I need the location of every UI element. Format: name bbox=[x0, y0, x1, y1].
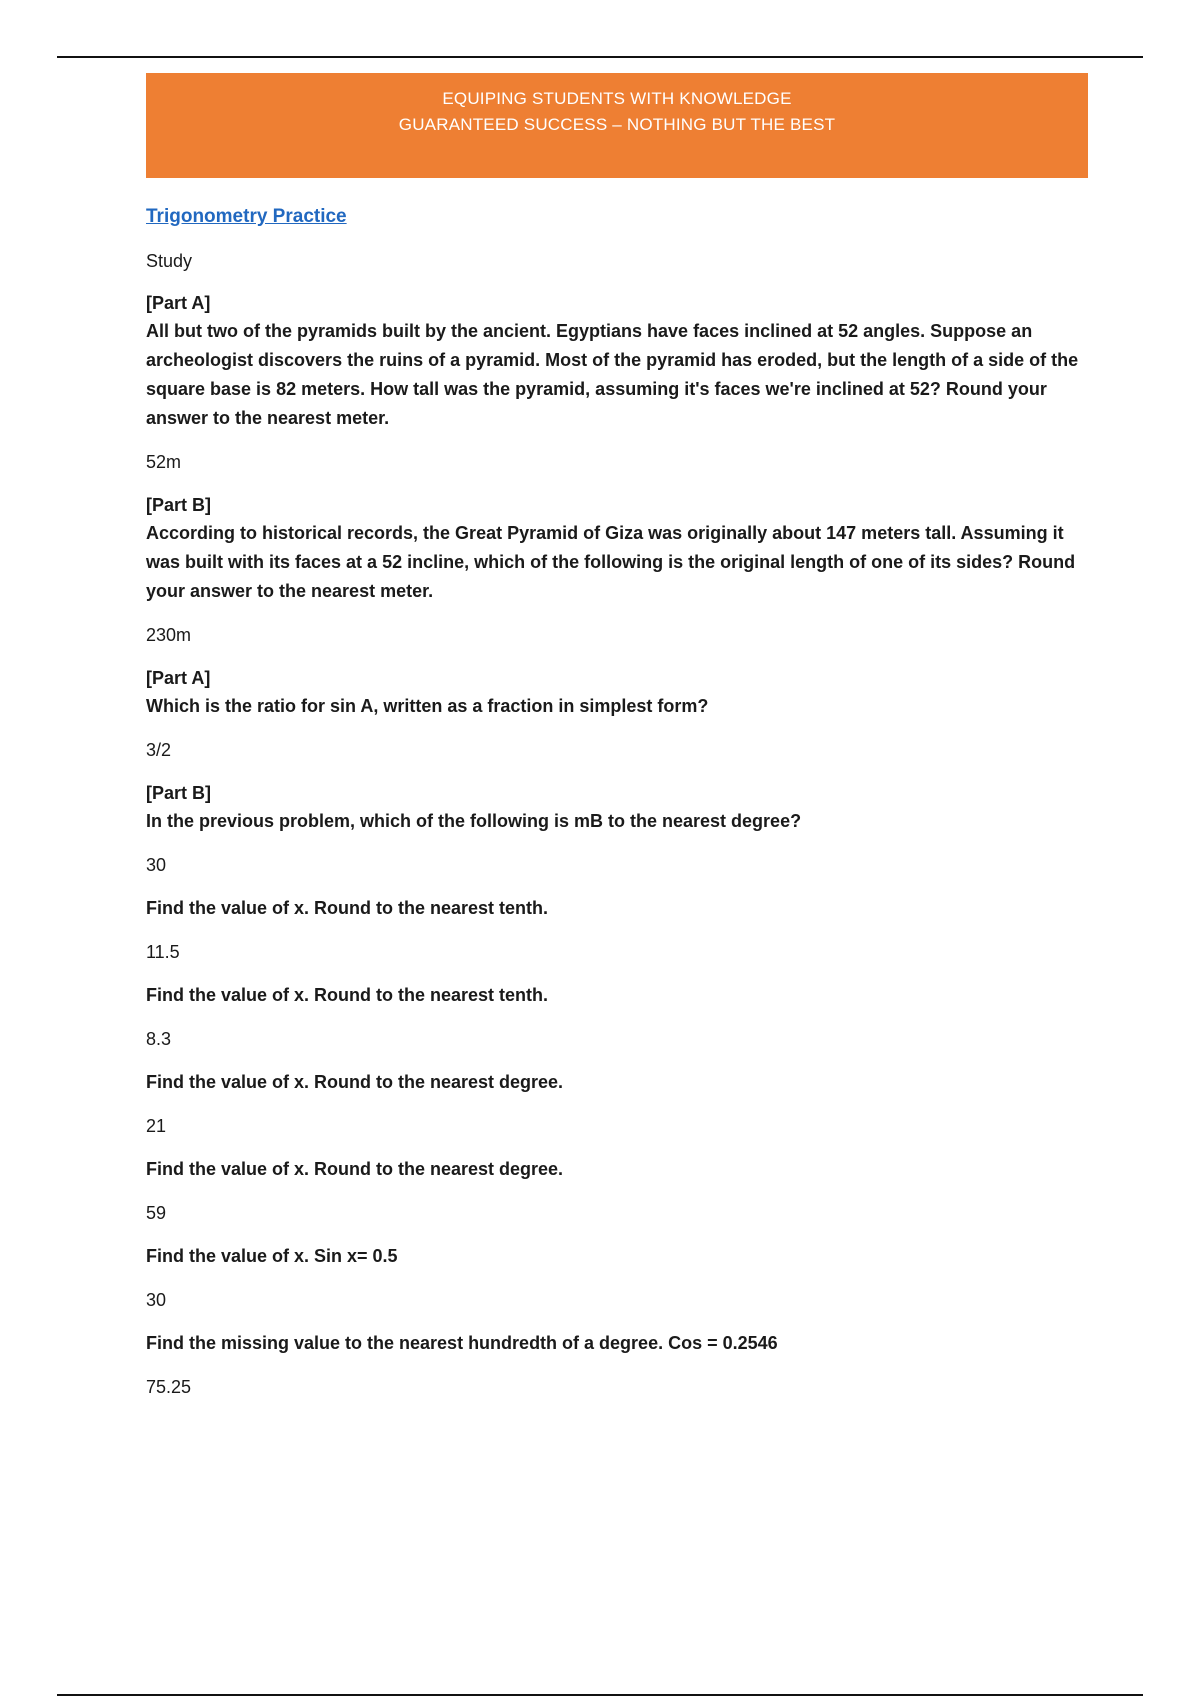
question-block bbox=[146, 1068, 1086, 1140]
answer-text: 30 bbox=[146, 855, 167, 875]
top-rule bbox=[57, 56, 1143, 58]
question-block bbox=[146, 491, 1086, 649]
question-text: Find the value of x. Sin x= 0.5 bbox=[146, 1246, 398, 1266]
answer-text: 59 bbox=[146, 1203, 167, 1223]
question-block bbox=[146, 894, 1086, 966]
subtitle: Study bbox=[146, 251, 193, 271]
answer-text: 21 bbox=[146, 1116, 167, 1136]
question-text: Find the value of x. Round to the nearest tenth. bbox=[146, 985, 549, 1005]
answer-text: 8.3 bbox=[146, 1029, 172, 1049]
banner-line-2: GUARANTEED SUCCESS – NOTHING BUT THE BEST bbox=[398, 115, 836, 134]
question-text: Find the value of x. Round to the nearest tenth. bbox=[146, 898, 549, 918]
part-label: [Part B] bbox=[146, 783, 212, 803]
question-text: Find the value of x. Round to the nearest degree. bbox=[146, 1072, 564, 1092]
part-label: [Part A] bbox=[146, 668, 211, 688]
answer-text: 30 bbox=[146, 1290, 167, 1310]
question-block bbox=[146, 1329, 1086, 1401]
part-label: [Part A] bbox=[146, 293, 211, 313]
document-body bbox=[146, 203, 1086, 1416]
answer-text: 52m bbox=[146, 452, 182, 472]
question-block bbox=[146, 664, 1086, 764]
answer-text: 3/2 bbox=[146, 740, 172, 760]
question-text: All but two of the pyramids built by the ancient. Egyptians have faces inclined at 52 angles. Suppose an archeologist discovers the ruins of a pyramid. Most of the pyramid has eroded, but the length of a side of the square base is 82 meters. How tall was the pyramid, assuming it's faces we're inclined at 52? Round your answer to the nearest meter. bbox=[146, 321, 1079, 428]
question-block bbox=[146, 779, 1086, 879]
page-title-link[interactable]: Trigonometry Practice bbox=[146, 206, 347, 227]
answer-text: 11.5 bbox=[146, 942, 180, 962]
question-block bbox=[146, 981, 1086, 1053]
question-text: Find the value of x. Round to the nearest degree. bbox=[146, 1159, 564, 1179]
question-block bbox=[146, 1242, 1086, 1314]
question-text: In the previous problem, which of the following is mB to the nearest degree? bbox=[146, 811, 802, 831]
question-block bbox=[146, 1155, 1086, 1227]
question-text: According to historical records, the Great Pyramid of Giza was originally about 147 meters tall. Assuming it was built with its faces at a 52 incline, which of the following is the original length of one of its sides? Round your answer to the nearest meter. bbox=[146, 523, 1076, 601]
banner-line-1: EQUIPING STUDENTS WITH KNOWLEDGE bbox=[442, 89, 792, 108]
part-label: [Part B] bbox=[146, 495, 212, 515]
question-block bbox=[146, 289, 1086, 476]
bottom-rule bbox=[57, 1694, 1143, 1696]
question-text: Which is the ratio for sin A, written as a fraction in simplest form? bbox=[146, 696, 709, 716]
header-banner bbox=[146, 73, 1088, 178]
answer-text: 230m bbox=[146, 625, 192, 645]
answer-text: 75.25 bbox=[146, 1377, 192, 1397]
question-text: Find the missing value to the nearest hundredth of a degree. Cos = 0.2546 bbox=[146, 1333, 778, 1353]
